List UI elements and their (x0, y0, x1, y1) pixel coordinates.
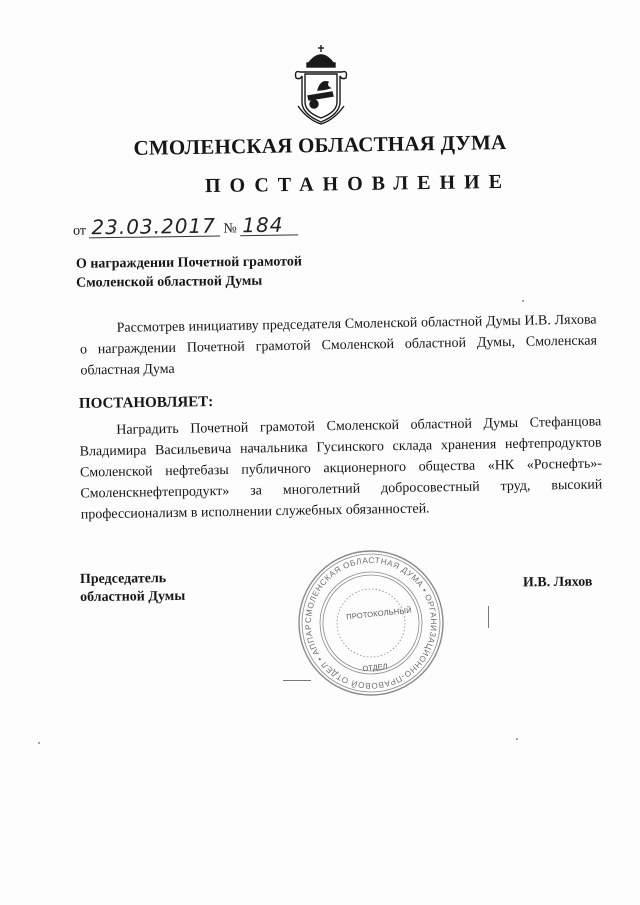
coat-of-arms-icon (288, 44, 354, 126)
preamble-paragraph: Рассмотрев инициативу председателя Смоленской областной Думы И.В. Ляхова о награждении Почетной грамотой Смоленской областной Думы, Смоленская областная Дума (79, 312, 598, 379)
subject-line-1: О награждении Почетной грамотой (75, 254, 302, 272)
registration-line (73, 214, 298, 239)
seal-ring-text: СМОЛЕНСКАЯ ОБЛАСТНАЯ ДУМА • ОРГАНИЗАЦИОННО-ПРАВОВОЙ ОТДЕЛ • АППАР (303, 555, 439, 691)
scan-speck (516, 738, 518, 740)
subject-line-2: Смоленской областной Думы (76, 273, 263, 291)
organization-title: СМОЛЕНСКАЯ ОБЛАСТНАЯ ДУМА (133, 130, 507, 160)
scan-mark (488, 606, 489, 628)
signatory-title-line-2: областной Думы (80, 588, 186, 606)
scan-speck (38, 742, 40, 744)
seal-center-text-2: ОТДЕЛ (362, 661, 388, 674)
document-subject (76, 251, 406, 292)
document-type: ПОСТАНОВЛЕНИЕ (204, 170, 512, 198)
seal-center-text: ПРОТОКОЛЬНЫЙ (345, 605, 413, 622)
decree-heading: ПОСТАНОВЛЯЕТ: (78, 394, 214, 412)
signatory-title (80, 569, 280, 607)
official-seal-stamp (296, 548, 446, 698)
signatory-name: И.В. Ляхов (522, 574, 593, 591)
number-prefix: № (223, 221, 237, 237)
date-prefix: от (72, 223, 87, 239)
signatory-title-line-1: Председатель (79, 571, 167, 588)
decision-paragraph: Наградить Почетной грамотой Смоленской областной Думы Стефанцова Владимира Васильевича начальника Гусинского склада хранения нефтепродуктов Смоленской нефтебазы публичного акционерного общества «НК «Роснефть»-Смоленскнефтепродукт» за многолетний добросовестный труд, высокий профессионализм в исполнении служебных обязанностей. (79, 414, 603, 523)
handwritten-number: 184 (240, 214, 297, 236)
scan-speck (522, 300, 524, 302)
signature-stroke (283, 680, 311, 681)
handwritten-date: 23.03.2017 (89, 216, 220, 239)
